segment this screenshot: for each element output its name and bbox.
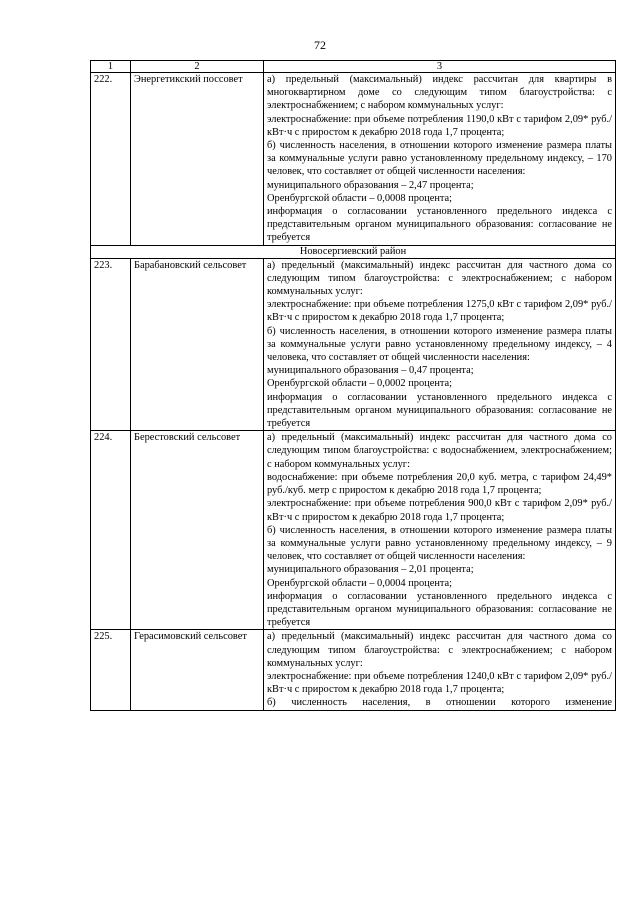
row-number: 222. [91, 73, 131, 246]
region-row [91, 245, 616, 258]
tariff-index-table [90, 60, 616, 711]
description-paragraph: а) предельный (максимальный) индекс рассчитан для квартиры в многоквартирном доме со следующим типом благоустройства: с электроснабжением; с набором коммунальных услуг: [267, 74, 612, 112]
description-paragraph: муниципального образования – 2,47 процента; [267, 179, 474, 191]
description-paragraph: электроснабжение: при объеме потребления 1275,0 кВт с тарифом 2,09* руб./кВт·ч с приростом к декабрю 2018 года 1,7 процента; [267, 299, 612, 324]
description-paragraph: электроснабжение: при объеме потребления 1240,0 кВт с тарифом 2,09* руб./кВт·ч с приростом к декабрю 2018 года 1,7 процента; [267, 670, 612, 696]
description-paragraph: муниципального образования – 2,01 процента; [267, 564, 474, 576]
description-paragraph: муниципального образования – 0,47 процента; [267, 365, 474, 377]
description-paragraph: Оренбургской области – 0,0004 процента; [267, 577, 453, 589]
column-header-2: 2 [131, 61, 264, 73]
description-paragraph: водоснабжение: при объеме потребления 20,0 куб. метра, с тарифом 24,49* руб./куб. метр с приростом к декабрю 2018 года 1,7 процента; [267, 471, 612, 497]
index-description [264, 258, 616, 431]
index-description [264, 630, 616, 710]
municipality-name: Барабановский сельсовет [131, 258, 264, 431]
description-paragraph: а) предельный (максимальный) индекс рассчитан для частного дома со следующим типом благоустройства: с электроснабжением; с набором коммунальных услуг: [267, 631, 612, 669]
description-paragraph: информация о согласовании установленного предельного индекса с представительным органом муниципального образования: согласование не требуется [267, 206, 612, 244]
description-paragraph: Оренбургской области – 0,0002 процента; [267, 378, 453, 390]
row-number: 225. [91, 630, 131, 710]
description-paragraph: электроснабжение: при объеме потребления 1190,0 кВт с тарифом 2,09* руб./кВт·ч с приростом к декабрю 2018 года 1,7 процента; [267, 113, 612, 138]
municipality-name: Энергетикский поссовет [131, 73, 264, 246]
description-paragraph: информация о согласовании установленного предельного индекса с представительным органом муниципального образования: согласование не требуется [267, 391, 612, 430]
row-number: 223. [91, 258, 131, 431]
description-paragraph: а) предельный (максимальный) индекс рассчитан для частного дома со следующим типом благоустройства: с электроснабжением; с набором коммунальных услуг: [267, 259, 612, 298]
description-paragraph: б) численность населения, в отношении которого изменение размера платы за коммунальные услуги равно установленному предельному индексу, – 9 человек, что составляет от общей численности населения: [267, 524, 612, 563]
table-row [91, 258, 616, 431]
description-paragraph: Оренбургской области – 0,0008 процента; [267, 192, 453, 204]
page-number: 72 [314, 38, 326, 52]
description-paragraph: б) численность населения, в отношении которого изменение размера платы за коммунальные услуги равно установленному предельному индексу, – 4 человека, что составляет от общей численности населения: [267, 325, 612, 364]
column-header-1: 1 [91, 61, 131, 73]
index-description [264, 431, 616, 630]
index-description [264, 73, 616, 246]
description-paragraph: а) предельный (максимальный) индекс рассчитан для частного дома со следующим типом благоустройства: с водоснабжением, электроснабжением; с набором коммунальных услуг: [267, 432, 612, 470]
description-paragraph: информация о согласовании установленного предельного индекса с представительным органом муниципального образования: согласование не требуется [267, 590, 612, 629]
description-paragraph: электроснабжение: при объеме потребления 900,0 кВт с тарифом 2,09* руб./кВт·ч с приростом к декабрю 2018 года 1,7 процента; [267, 498, 612, 523]
description-paragraph: б) численность населения, в отношении которого изменение [267, 697, 612, 709]
municipality-name: Берестовский сельсовет [131, 431, 264, 630]
region-title: Новосергиевский район [91, 245, 616, 258]
column-header-3: 3 [264, 61, 616, 73]
municipality-name: Герасимовский сельсовет [131, 630, 264, 710]
table-row [91, 630, 616, 710]
column-number-header [91, 61, 616, 73]
row-number: 224. [91, 431, 131, 630]
table-row [91, 73, 616, 246]
table-row [91, 431, 616, 630]
description-paragraph: б) численность населения, в отношении которого изменение размера платы за коммунальные услуги равно установленному предельному индексу, – 170 человек, что составляет от общей численности населения: [267, 140, 612, 178]
